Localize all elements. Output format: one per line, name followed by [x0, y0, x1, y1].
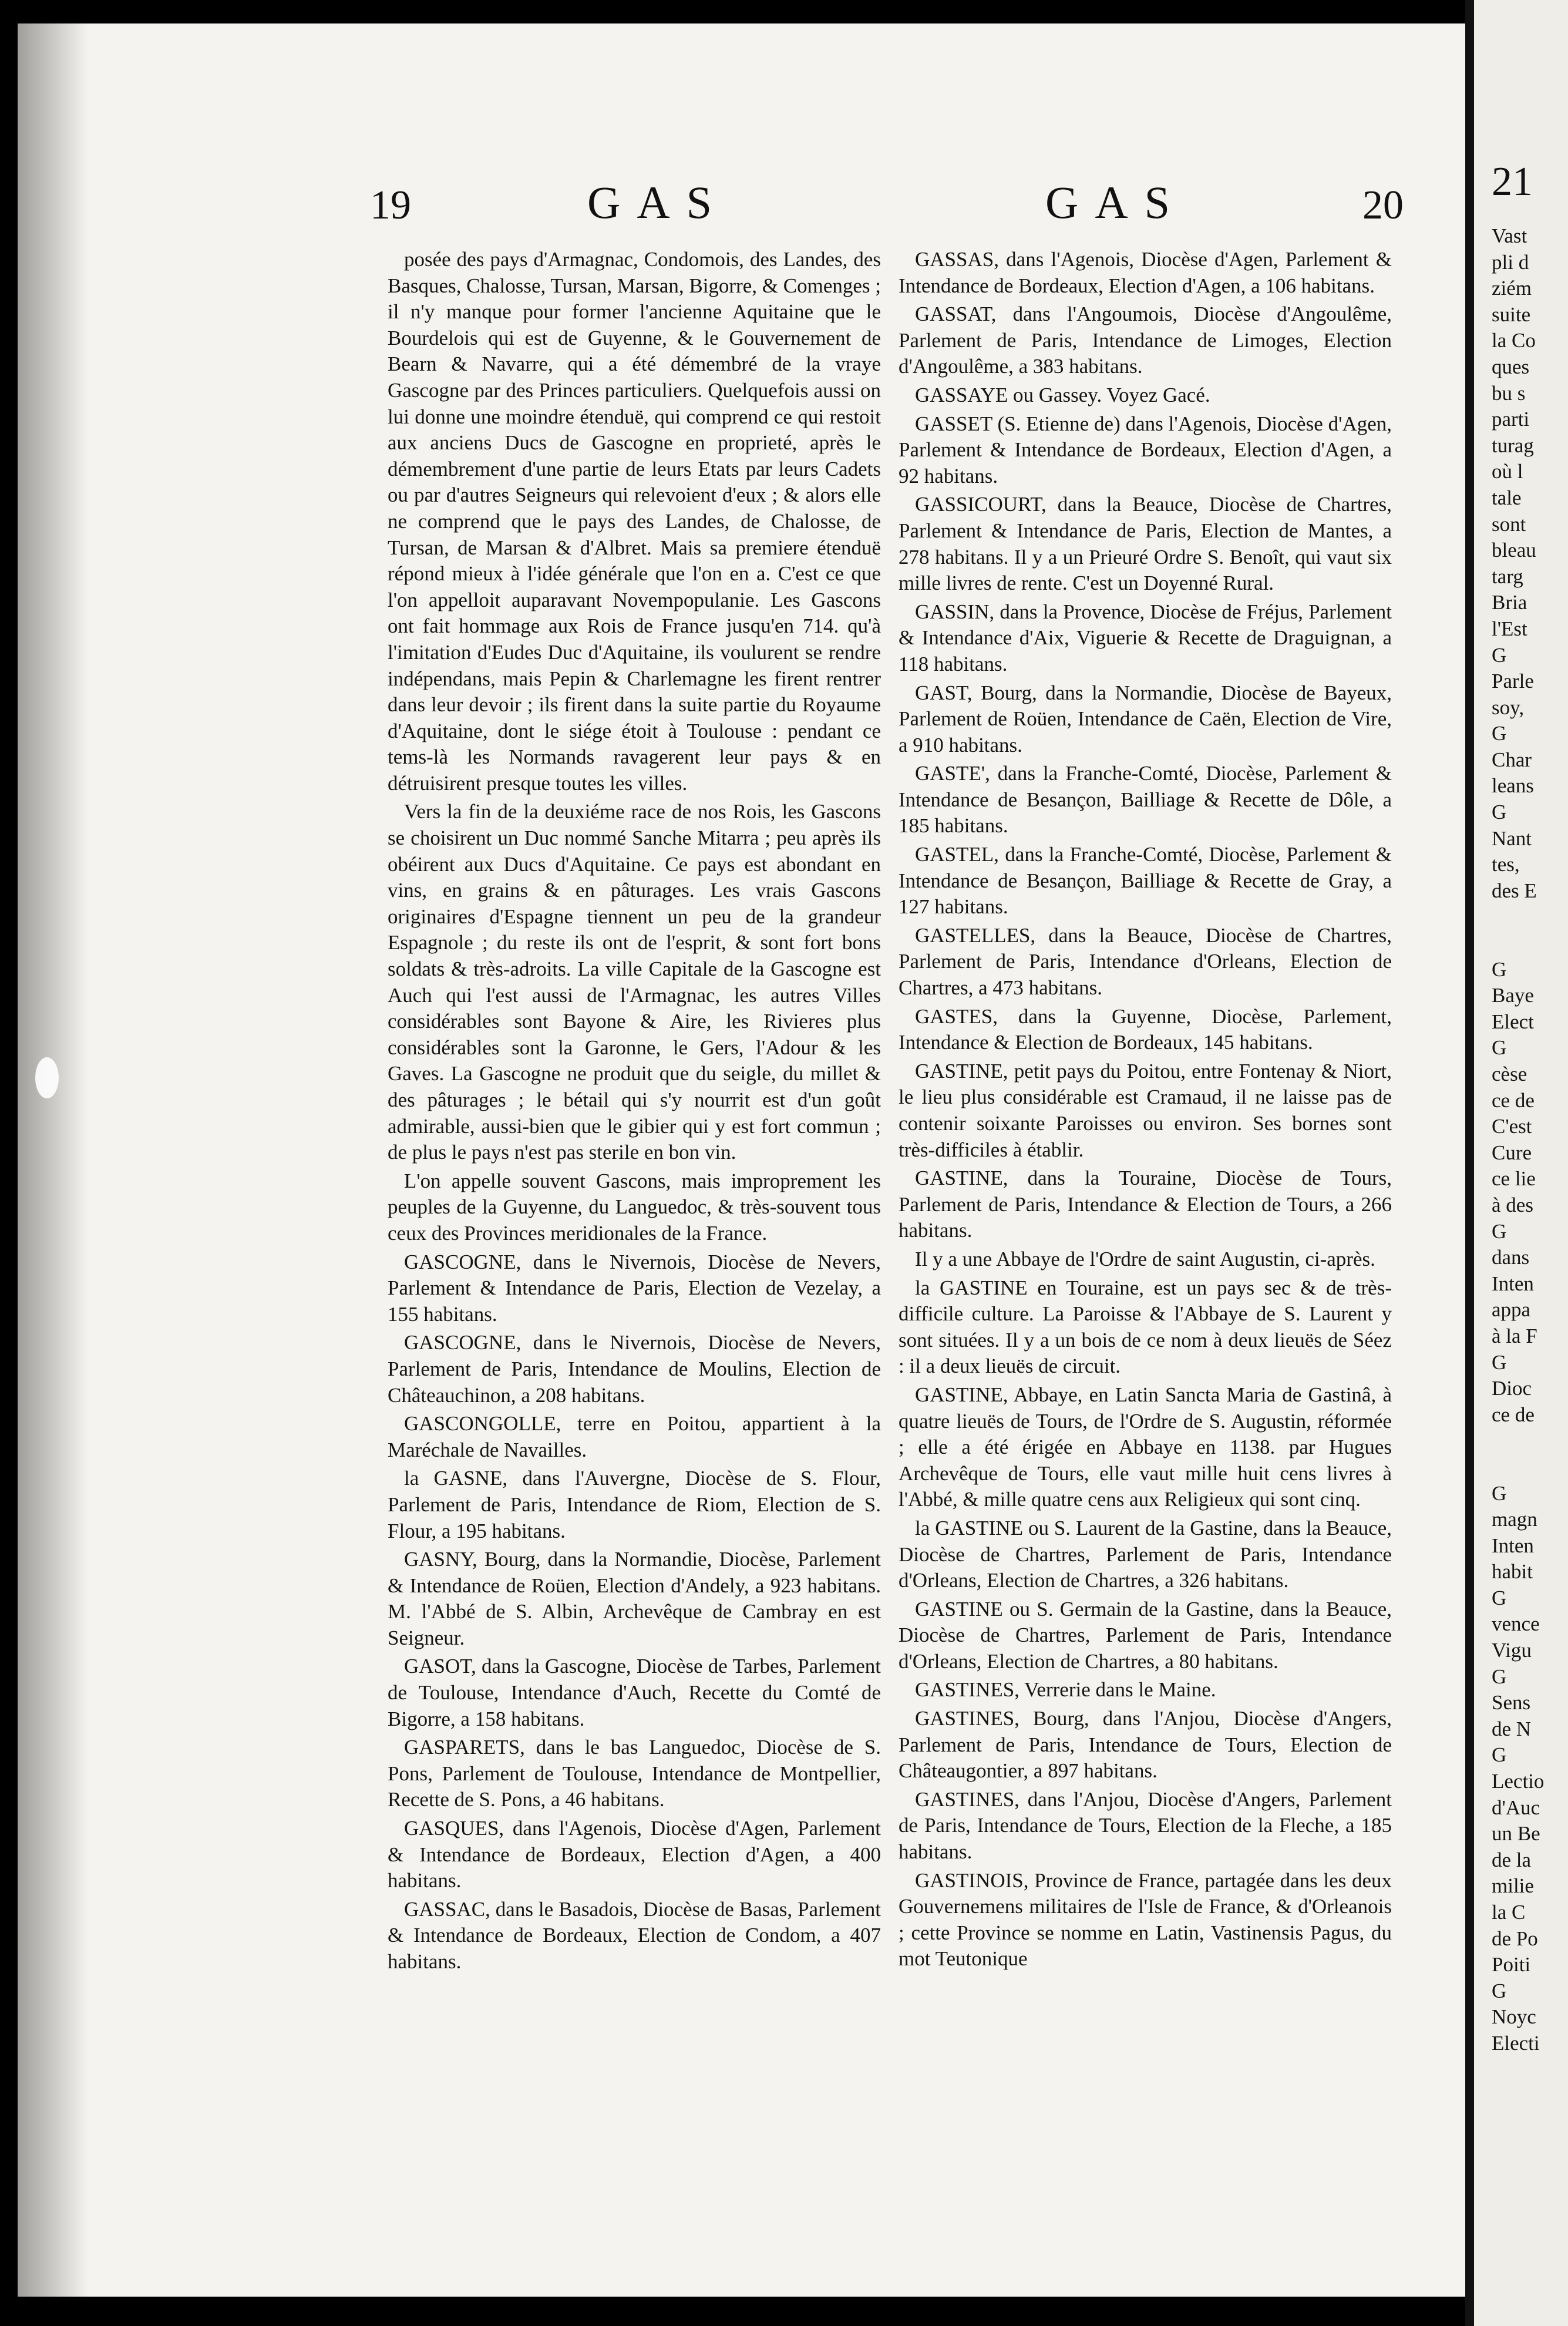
entry-paragraph: la GASTINE en Touraine, est un pays sec & de très-difficile culture. La Paroisse & l'Abbaye de S. Laurent y sont situées. Il y a un bois de ce nom à deux lieuës de Séez : il a deux lieuës de circuit. [899, 1276, 1392, 1378]
strip-line: Sens [1492, 1691, 1531, 1715]
strip-line: tale [1492, 486, 1522, 509]
next-page-text-column [1492, 223, 1568, 2057]
next-page-strip [1474, 0, 1568, 2326]
strip-line: Electi [1492, 2031, 1540, 2055]
strip-line: ziém [1492, 277, 1532, 300]
strip-line: soy, [1492, 695, 1525, 719]
entry-paragraph: GASSIN, dans la Provence, Diocèse de Fréjus, Parlement & Intendance d'Aix, Viguerie & Recette de Draguignan, a 118 habitans. [899, 600, 1392, 675]
entry-paragraph: GASSET (S. Etienne de) dans l'Agenois, Diocèse d'Agen, Parlement & Intendance de Bordeaux, Election d'Agen, a 92 habitans. [899, 412, 1392, 488]
strip-line: tes, [1492, 853, 1520, 876]
left-text-column [388, 247, 881, 1978]
strip-line: cèse [1492, 1063, 1527, 1085]
strip-line: des E [1492, 879, 1537, 902]
left-page-number: 19 [370, 183, 411, 228]
entry-paragraph: GASPARETS, dans le bas Languedoc, Diocèse de S. Pons, Parlement de Toulouse, Intendance de Montpellier, Recette de S. Pons, a 46 habitans. [388, 1736, 881, 1811]
strip-line: turag [1492, 433, 1534, 457]
book-page [18, 23, 1468, 2297]
entry-paragraph: GASCOGNE, dans le Nivernois, Diocèse de Nevers, Parlement de Paris, Intendance de Moulins, Election de Châteauchinon, a 208 habitans. [388, 1331, 881, 1407]
entry-paragraph: GASTINE, dans la Touraine, Diocèse de Tours, Parlement de Paris, Intendance & Election de Tours, a 266 habitans. [899, 1167, 1392, 1242]
entry-paragraph: Vers la fin de la deuxiéme race de nos Rois, les Gascons se choisirent un Duc nommé Sanche Mitarra ; peu après ils obéirent aux Ducs d'Aquitaine. Ce pays est abondant en vins, en grains & en pâturages. Les vrais Gascons originaires d'Espagne tiennent un peu de la grandeur Espagnole ; du reste ils ont de l'esprit, & sont fort bons soldats & très-adroits. La ville Capitale de la Gascogne est Auch qui l'est aussi de l'Armagnac, les autres Villes considérables sont Bayone & Aire, les Rivieres plus considérables sont la Garonne, le Gers, l'Adour & les Gaves. La Gascogne ne produit que du seigle, du millet & des pâturages ; le bétail qui s'y nourrit est d'un goût admirable, aussi-bien que le gibier qui y est fort commun ; de plus le pays n'est pas sterile en bon vin. [388, 800, 881, 1164]
entry-paragraph: la GASTINE ou S. Laurent de la Gastine, dans la Beauce, Diocèse de Chartres, Parlement de Paris, Intendance d'Orleans, Election de Chartres, a 326 habitans. [899, 1516, 1392, 1592]
strip-line: sont [1492, 512, 1526, 536]
entry-paragraph: GASTELLES, dans la Beauce, Diocèse de Chartres, Parlement de Paris, Intendance d'Orleans, Election de Chartres, a 473 habitans. [899, 923, 1392, 1000]
entry-paragraph: posée des pays d'Armagnac, Condomois, des Landes, des Basques, Chalosse, Tursan, Marsan, Bigorre, & Comenges ; il n'y manque pour former l'ancienne Aquitaine que le Bourdelois qui est de Guyenne, & le Gouvernement de Bearn & Navarre, qui a été démembré de la vraye Gascogne par des Princes particuliers. Quelquefois aussi on lui donne une moindre étenduë, qui comprend ce qui restoit aux anciens Ducs de Gascogne en proprieté, après le démembrement d'une partie de leurs Etats par leurs Cadets ou par d'autres Seigneurs qui relevoient d'eux ; & alors elle ne comprend que le pays des Landes, de Chalosse, de Tursan, de Marsan & d'Albret. Mais sa premiere étenduë répond mieux à l'idée générale que l'on en a. C'est ce que l'on appelloit auparavant Novempopulanie. Les Gascons ont fait hommage aux Rois de France jusqu'en 714. qu'à l'imitation d'Eudes Duc d'Aquitaine, ils voulurent se rendre indépendans, mais Pepin & Charlemagne les firent rentrer dans leur devoir ; ils firent dans la suite partie du Royaume d'Aquitaine, dont le siége étoit à Toulouse : pendant ce tems-là les Normands ravagerent leur pays & en détruisirent presque toutes les villes. [388, 248, 881, 795]
strip-line: appa [1492, 1298, 1531, 1322]
right-text-column [899, 247, 1392, 1975]
strip-line: Vast [1492, 224, 1527, 247]
entry-paragraph: GASTINES, dans l'Anjou, Diocèse d'Angers, Parlement de Paris, Intendance de Tours, Election de la Fleche, a 185 habitans. [899, 1787, 1392, 1864]
strip-line: Inten [1492, 1272, 1534, 1295]
strip-line: parti [1492, 408, 1530, 431]
entry-paragraph: GASTEL, dans la Franche-Comté, Diocèse, Parlement & Intendance de Besançon, Bailliage & Recette de Gray, a 127 habitans. [899, 843, 1392, 919]
entry-paragraph: GASTINES, Bourg, dans l'Anjou, Diocèse d'Angers, Parlement de Paris, Intendance de Tours, Election de Châteaugontier, a 897 habitans. [899, 1707, 1392, 1783]
strip-line: targ [1492, 564, 1523, 588]
strip-line: G [1492, 957, 1507, 981]
left-running-head: GAS [587, 177, 729, 228]
strip-line: la C [1492, 1901, 1526, 1924]
entry-paragraph: GASTINE, petit pays du Poitou, entre Fontenay & Niort, le lieu plus considérable est Cramaud, il ne laisse pas de contenir soixante Paroisses ou environ. Ses bornes sont très-difficiles à établir. [899, 1059, 1392, 1161]
strip-line: Nant [1492, 826, 1532, 850]
entry-paragraph: GASSAC, dans le Basadois, Diocèse de Basas, Parlement & Intendance de Bordeaux, Election de Condom, a 407 habitans. [388, 1897, 881, 1973]
entry-paragraph: GASTINES, Verrerie dans le Maine. [915, 1678, 1216, 1702]
strip-line: l'Est [1492, 617, 1527, 640]
entry-paragraph: GASTINE ou S. Germain de la Gastine, dans la Beauce, Diocèse de Chartres, Parlement de Paris, Intendance d'Orleans, Election de Chartres, a 80 habitans. [899, 1597, 1392, 1673]
entry-paragraph: GAST, Bourg, dans la Normandie, Diocèse de Bayeux, Parlement de Roüen, Intendance de Caën, Election de Vire, a 910 habitans. [899, 681, 1392, 757]
strip-line: G [1492, 1481, 1507, 1505]
strip-line [1492, 1454, 1568, 1481]
strip-line: G [1492, 1586, 1507, 1609]
entry-paragraph: GASSAS, dans l'Agenois, Diocèse d'Agen, Parlement & Intendance de Bordeaux, Election d'Agen, a 106 habitans. [899, 248, 1392, 297]
entry-paragraph: GASNY, Bourg, dans la Normandie, Diocèse, Parlement & Intendance de Roüen, Election d'Andely, a 923 habitans. M. l'Abbé de S. Albin, Archevêque de Cambray en est Seigneur. [388, 1548, 881, 1649]
entry-paragraph: GASCONGOLLE, terre en Poitou, appartient à la Maréchale de Navailles. [388, 1412, 881, 1461]
strip-line: dans [1492, 1246, 1530, 1269]
strip-line: la Co [1492, 329, 1536, 352]
strip-line: G [1492, 1219, 1507, 1243]
strip-line: à la F [1492, 1324, 1537, 1347]
strip-line: vence [1492, 1612, 1540, 1636]
entry-paragraph: GASSAYE ou Gassey. Voyez Gacé. [915, 383, 1210, 406]
strip-line: pli d [1492, 250, 1529, 274]
strip-line: G [1492, 1036, 1507, 1060]
strip-line: Baye [1492, 984, 1534, 1007]
strip-line: Parle [1492, 670, 1534, 693]
next-page-number: 21 [1492, 159, 1533, 204]
entry-paragraph: L'on appelle souvent Gascons, mais improprement les peuples de la Guyenne, du Languedoc, & très-souvent tous ceux des Provinces meridionales de la France. [388, 1169, 881, 1245]
strip-line: ques [1492, 355, 1530, 378]
entry-paragraph: GASSAT, dans l'Angoumois, Diocèse d'Angoulême, Parlement de Paris, Intendance de Limoges, Election d'Angoulême, a 383 habitans. [899, 302, 1392, 378]
strip-line: bleau [1492, 539, 1536, 562]
entry-paragraph: GASCOGNE, dans le Nivernois, Diocèse de Nevers, Parlement & Intendance de Paris, Election de Vezelay, a 155 habitans. [388, 1250, 881, 1326]
right-page-number: 20 [1362, 183, 1404, 228]
strip-line: milie [1492, 1874, 1534, 1898]
strip-line: ce de [1492, 1088, 1535, 1112]
strip-line: Dioc [1492, 1377, 1532, 1400]
strip-line: G [1492, 722, 1507, 745]
strip-line [1492, 930, 1568, 957]
strip-line: G [1492, 1350, 1507, 1374]
strip-line: Cure [1492, 1141, 1532, 1164]
strip-line: d'Auc [1492, 1796, 1540, 1819]
strip-line: ce lie [1492, 1167, 1536, 1191]
strip-line: G [1492, 1743, 1507, 1767]
strip-line: ce de [1492, 1403, 1535, 1426]
strip-line: de Po [1492, 1927, 1538, 1950]
strip-line: Lectio [1492, 1770, 1545, 1793]
entry-paragraph: Il y a une Abbaye de l'Ordre de saint Augustin, ci-après. [915, 1247, 1375, 1270]
entry-paragraph: la GASNE, dans l'Auvergne, Diocèse de S. Flour, Parlement de Paris, Intendance de Riom, Election de S. Flour, a 195 habitans. [388, 1467, 881, 1542]
strip-line: Char [1492, 748, 1532, 771]
strip-line: suite [1492, 302, 1531, 326]
entry-paragraph: GASSICOURT, dans la Beauce, Diocèse de Chartres, Parlement & Intendance de Paris, Election de Mantes, a 278 habitans. Il y a un Prieuré Ordre S. Benoît, qui vaut six mille livres de rente. C'est un Doyenné Rural. [899, 493, 1392, 595]
strip-line: Poiti [1492, 1953, 1531, 1977]
running-header [370, 170, 1404, 235]
ink-blot [35, 1057, 59, 1098]
strip-line: Elect [1492, 1010, 1534, 1033]
strip-line: C'est [1492, 1115, 1532, 1138]
strip-line: de la [1492, 1848, 1532, 1871]
strip-line: magn [1492, 1508, 1537, 1531]
strip-line: Bria [1492, 591, 1527, 614]
entry-paragraph: GASTINOIS, Province de France, partagée dans les deux Gouvernemens militaires de l'Isle de France, & d'Orleanois ; cette Province se nomme en Latin, Vastinensis Pagus, du mot Teutonique [899, 1868, 1392, 1971]
strip-line: G [1492, 1979, 1507, 2002]
strip-line [1492, 1428, 1568, 1454]
entry-paragraph: GASOT, dans la Gascogne, Diocèse de Tarbes, Parlement de Toulouse, Intendance d'Auch, Recette du Comté de Bigorre, a 158 habitans. [388, 1655, 881, 1730]
strip-line: Vigu [1492, 1639, 1532, 1662]
strip-line: un Be [1492, 1822, 1540, 1846]
strip-line: Noyc [1492, 2005, 1536, 2029]
strip-line: bu s [1492, 381, 1526, 405]
strip-line: G [1492, 643, 1507, 667]
entry-paragraph: GASTES, dans la Guyenne, Diocèse, Parlement, Intendance & Election de Bordeaux, 145 habitans. [899, 1004, 1392, 1054]
strip-line: habit [1492, 1560, 1533, 1584]
right-running-head: GAS [1045, 177, 1187, 228]
strip-line: Inten [1492, 1534, 1534, 1557]
strip-line: à des [1492, 1193, 1533, 1216]
entry-paragraph: GASTE', dans la Franche-Comté, Diocèse, Parlement & Intendance de Besançon, Bailliage & Recette de Dôle, a 185 habitans. [899, 762, 1392, 838]
strip-line: G [1492, 1665, 1507, 1688]
entry-paragraph: GASTINE, Abbaye, en Latin Sancta Maria de Gastinâ, à quatre lieuës de Tours, de l'Ordre de S. Augustin, réformée ; elle a été érigée en Abbaye en 1138. par Hugues Archevêque de Tours, elle vaut mille huit cens livres à l'Abbé, & mille quatre cens aux Religieux qui sont cinq. [899, 1383, 1392, 1511]
strip-line: G [1492, 801, 1507, 824]
strip-line: où l [1492, 460, 1523, 483]
entry-paragraph: GASQUES, dans l'Agenois, Diocèse d'Agen, Parlement & Intendance de Bordeaux, Election d'Agen, a 400 habitans. [388, 1817, 881, 1893]
strip-line: leans [1492, 774, 1534, 798]
strip-line [1492, 904, 1568, 930]
strip-line: de N [1492, 1717, 1532, 1740]
